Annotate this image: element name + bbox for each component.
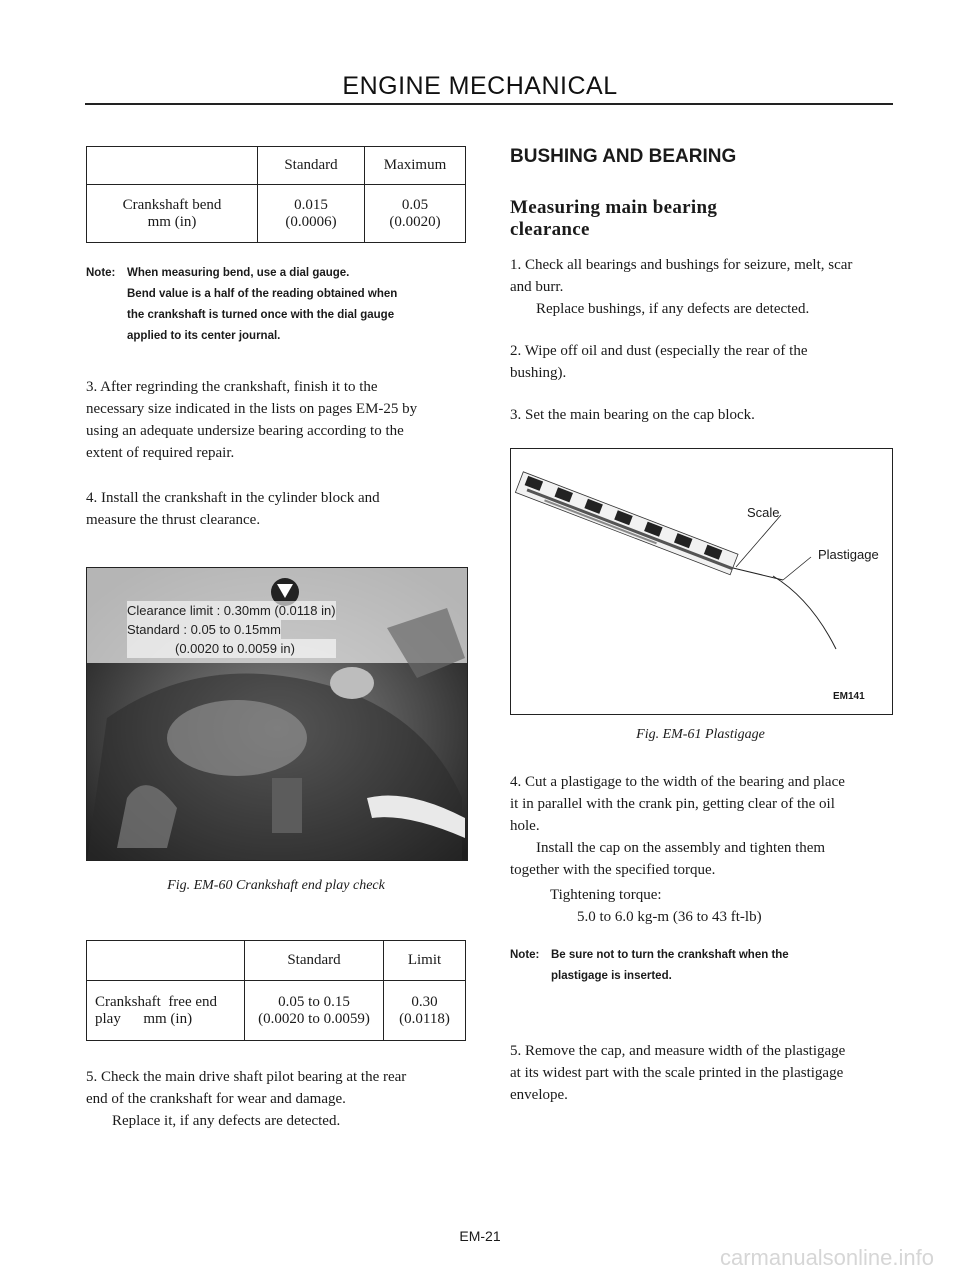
bend-standard-mm: 0.015 xyxy=(294,196,328,213)
step3-line4: extent of required repair. xyxy=(86,445,235,461)
note2-line1: Be sure not to turn the crankshaft when the xyxy=(551,949,789,961)
figure-code: EM141 xyxy=(833,691,865,702)
endplay-standard-cell xyxy=(245,981,384,1041)
endplay-row-label-line1: Crankshaft free end xyxy=(95,993,218,1010)
right-step5-line2: at its widest part with the scale printed in the plastigage xyxy=(510,1065,844,1081)
step3-line2: necessary size indicated in the lists on pages EM-25 by xyxy=(86,401,418,417)
step4-install-crankshaft xyxy=(86,487,471,531)
step4-line1: 4. Install the crankshaft in the cylinder block and xyxy=(86,490,380,506)
torque-label: Tightening torque: xyxy=(550,887,662,903)
bend-maximum-in: (0.0020) xyxy=(389,213,441,230)
bend-table-row-label xyxy=(87,185,258,243)
photo-label-standard-in: (0.0020 to 0.0059 in) xyxy=(127,639,336,658)
step3-line3: using an adequate undersize bearing according to the xyxy=(86,423,404,439)
right-step4-line4: Install the cap on the assembly and tighten them xyxy=(536,840,826,856)
bend-table-header-standard: Standard xyxy=(258,147,365,185)
header-rule xyxy=(85,103,893,105)
plastigage-scale-strip xyxy=(515,472,738,575)
right-step1-line3: Replace bushings, if any defects are detected. xyxy=(536,301,810,317)
step3-line1: 3. After regrinding the crankshaft, finish it to the xyxy=(86,379,378,395)
step4-line2: measure the thrust clearance. xyxy=(86,512,261,528)
endplay-table-row-label xyxy=(87,981,245,1041)
right-step1-line2: and burr. xyxy=(510,279,564,295)
endplay-limit-cell xyxy=(384,981,466,1041)
right-step2-line2: bushing). xyxy=(510,365,567,381)
note-plastigage xyxy=(551,945,896,987)
note-dial-gauge-prefix: Note: xyxy=(86,267,116,279)
subsection-line2: clearance xyxy=(510,219,590,240)
section-heading-bushing-bearing: BUSHING AND BEARING xyxy=(510,146,737,167)
step5-line3: Replace it, if any defects are detected. xyxy=(112,1113,341,1129)
endplay-table-empty-header xyxy=(87,941,245,981)
endplay-table-header-standard: Standard xyxy=(245,941,384,981)
right-step4 xyxy=(510,771,900,881)
note1-line3: the crankshaft is turned once with the dial gauge xyxy=(127,309,395,321)
right-step5-line1: 5. Remove the cap, and measure width of the plastigage xyxy=(510,1043,846,1059)
note2-prefix: Note: xyxy=(510,949,540,961)
step5-line2: end of the crankshaft for wear and damage. xyxy=(86,1091,346,1107)
photo-label-clearance-limit: Clearance limit : 0.30mm (0.0118 in) xyxy=(127,603,336,618)
subsection-measuring-clearance xyxy=(510,197,717,241)
plastigage-drawing xyxy=(511,449,892,714)
crankshaft-end-play-table xyxy=(86,940,466,1041)
figure-label-plastigage: Plastigage xyxy=(818,547,879,562)
right-step4-line1: 4. Cut a plastigage to the width of the bearing and place xyxy=(510,774,845,790)
photo-labels xyxy=(127,601,336,658)
note-dial-gauge xyxy=(127,263,472,347)
bend-maximum-cell xyxy=(365,185,466,243)
right-step5 xyxy=(510,1040,900,1106)
endplay-limit-mm: 0.30 xyxy=(411,993,438,1010)
bend-table-header-maximum: Maximum xyxy=(365,147,466,185)
step5-line1: 5. Check the main drive shaft pilot bearing at the rear xyxy=(86,1069,407,1085)
endplay-table-header-limit: Limit xyxy=(384,941,466,981)
watermark: carmanualsonline.info xyxy=(719,1245,934,1270)
bend-row-label-line1: Crankshaft bend xyxy=(122,196,222,213)
subsection-line1: Measuring main bearing xyxy=(510,197,718,218)
note1-line1: When measuring bend, use a dial gauge. xyxy=(127,267,350,279)
page-header-title: ENGINE MECHANICAL xyxy=(342,72,618,100)
bend-row-label-line2: mm (in) xyxy=(147,213,197,230)
bend-standard-in: (0.0006) xyxy=(285,213,337,230)
figure-em60-caption: Fig. EM-60 Crankshaft end play check xyxy=(167,878,385,893)
bend-maximum-mm: 0.05 xyxy=(401,196,429,213)
bend-standard-cell xyxy=(258,185,365,243)
right-step2-line1: 2. Wipe off oil and dust (especially the rear of the xyxy=(510,343,808,359)
crankshaft-end-play-photo xyxy=(86,567,468,861)
figure-label-scale: Scale xyxy=(747,505,780,520)
right-step4-line2: it in parallel with the crank pin, getting clear of the oil xyxy=(510,796,835,812)
endplay-standard-in: (0.0020 to 0.0059) xyxy=(258,1010,370,1027)
figure-em61-caption: Fig. EM-61 Plastigage xyxy=(636,727,765,742)
endplay-row-label-line2: play mm (in) xyxy=(95,1010,193,1027)
step5-pilot-bearing xyxy=(86,1066,476,1132)
right-step3: 3. Set the main bearing on the cap block. xyxy=(510,407,755,423)
crankshaft-bend-table xyxy=(86,146,466,243)
right-step1 xyxy=(510,254,900,320)
note1-line4: applied to its center journal. xyxy=(127,330,281,342)
right-step2 xyxy=(510,340,900,384)
page-number: EM-21 xyxy=(459,1228,501,1244)
step3-regrinding xyxy=(86,376,471,464)
right-step4-line3: hole. xyxy=(510,818,540,834)
note2-line2: plastigage is inserted. xyxy=(551,970,672,982)
bend-table-empty-header xyxy=(87,147,258,185)
right-step5-line3: envelope. xyxy=(510,1087,568,1103)
endplay-standard-mm: 0.05 to 0.15 xyxy=(278,993,350,1010)
plastigage-figure xyxy=(510,448,893,715)
right-step1-line1: 1. Check all bearings and bushings for seizure, melt, scar xyxy=(510,257,853,273)
right-step4-line5: together with the specified torque. xyxy=(510,862,716,878)
torque-value: 5.0 to 6.0 kg-m (36 to 43 ft-lb) xyxy=(577,909,762,925)
note1-line2: Bend value is a half of the reading obtained when xyxy=(127,288,398,300)
photo-label-standard: Standard : 0.05 to 0.15mm xyxy=(127,622,281,637)
endplay-limit-in: (0.0118) xyxy=(399,1010,450,1027)
